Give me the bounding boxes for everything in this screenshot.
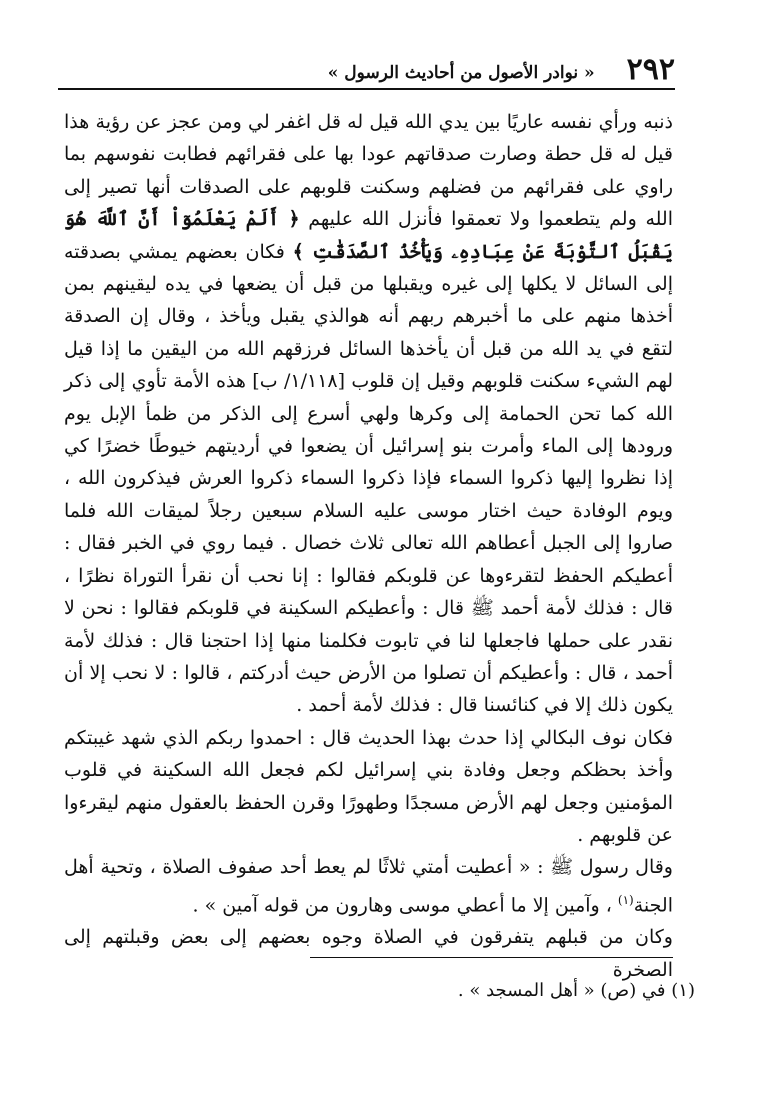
running-title: « نوادر الأصول من أحاديث الرسول » [327,63,595,83]
page-header [58,52,675,90]
page-number: ٢٩٢ [626,52,675,87]
paragraph-1 [64,106,673,722]
footnote-divider [310,957,673,958]
footnote: (١) في (ص) « أهل المسجد » . [457,980,695,1001]
paragraph-1-text-after-verse: فكان بعضهم يمشي بصدقته إلى السائل لا يكلها إلى غيره ويقبلها من قبل أن يضعها في يده ليقينهم بمن أخذها منهم على ما أخبرهم ربهم أنه هوالذي يقبل ويأخذ ، وقال إن الصدقة لتقع في يد الله من قبل أن يأخذها السائل فرزقهم الله من اليقين ما إذا قيل لهم الشيء سكنت قلوبهم وقيل إن قلوب [١/١١٨/ ب] هذه الأمة تأوي إلى ذكر الله كما تحن الحمامة إلى وكرها ولهي أسرع إلى الذكر من ظمأ الإبل يوم ورودها إلى الماء وأمرت بنو إسرائيل أن يضعوا في أرديتهم خيوطًا خضرًا كي إذا نظروا إليها ذكروا السماء فإذا ذكروا السماء ذكروا العرش فيذكرون الله ، ويوم الوفادة حيث اختار موسى عليه السلام سبعين رجلاً لميقات الله فلما صاروا إلى الجبل أعطاهم الله تعالى ثلاث خصال . فيما روي في الخبر فقال : أعطيكم الحفظ لتقرءوها عن قلوبكم فقالوا : إنا نحب أن نقرأ التوراة نظرًا ، قال : فذلك لأمة أحمد ﷺ قال : وأعطيكم السكينة في قلوبكم فقالوا : نحن لا نقدر على حملها فاجعلها لنا في تابوت فكلمنا منها إذا احتجنا قال : فذلك لأمة أحمد ، قال : وأعطيكم أن تصلوا من الأرض حيث أدركتم ، قالوا : لا نحب إلا أن يكون ذلك إلا في كنائسنا قال : فذلك لأمة أحمد . [64,240,673,717]
paragraph-3-text-before-note: وقال رسول ﷺ : « أعطيت أمتي ثلاثًا لم يعط أحد صفوف الصلاة ، وتحية أهل الجنة [64,856,673,917]
paragraph-2: فكان نوف البكالي إذا حدث بهذا الحديث قال : احمدوا ربكم الذي شهد غيبتكم وأخذ بحظكم وجعل وفادة بني إسرائيل لكم فجعل الله السكينة في قلوب المؤمنين وجعل لهم الأرض مسجدًا وطهورًا وقرن الحفظ بالعقول منهم ليقرءوا عن قلوبهم . [64,726,673,846]
paragraph-4: وكان من قبلهم يتفرقون في الصلاة وجوه بعضهم إلى بعض وقبلتهم إلى الصخرة [64,926,673,981]
main-text [64,106,673,986]
paragraph-1-text-before-verse: ذنبه ورأي نفسه عاريًا بين يدي الله قيل له قل اغفر لي ومن عجز عن رؤية هذا قيل له قل حطة وصارت صدقاتهم عودا بها على فقرائهم فطابت نفوسهم بما راوي على فقرائهم من فضلهم وسكنت قلوبهم على الصدقات أنها تصير إلى الله ولم يتطعموا ولا تعمقوا فأنزل الله عليهم [64,111,673,231]
paragraph-3 [64,851,673,921]
quran-verse: ﴿ أَلَمْ يَعْلَمُوٓاْ أَنَّ ٱللَّهَ هُوَ يَقْبَلُ ٱلتَّوْبَةَ عَنْ عِبَادِهِۦ وَيَأْخُذُ ٱلصَّدَقَٰتِ ﴾ [64,208,674,263]
footnote-reference: (١) [617,892,634,907]
paragraph-3-text-after-note: ، وآمين إلا ما أعطي موسى وهارون من قوله آمين » . [192,894,618,917]
